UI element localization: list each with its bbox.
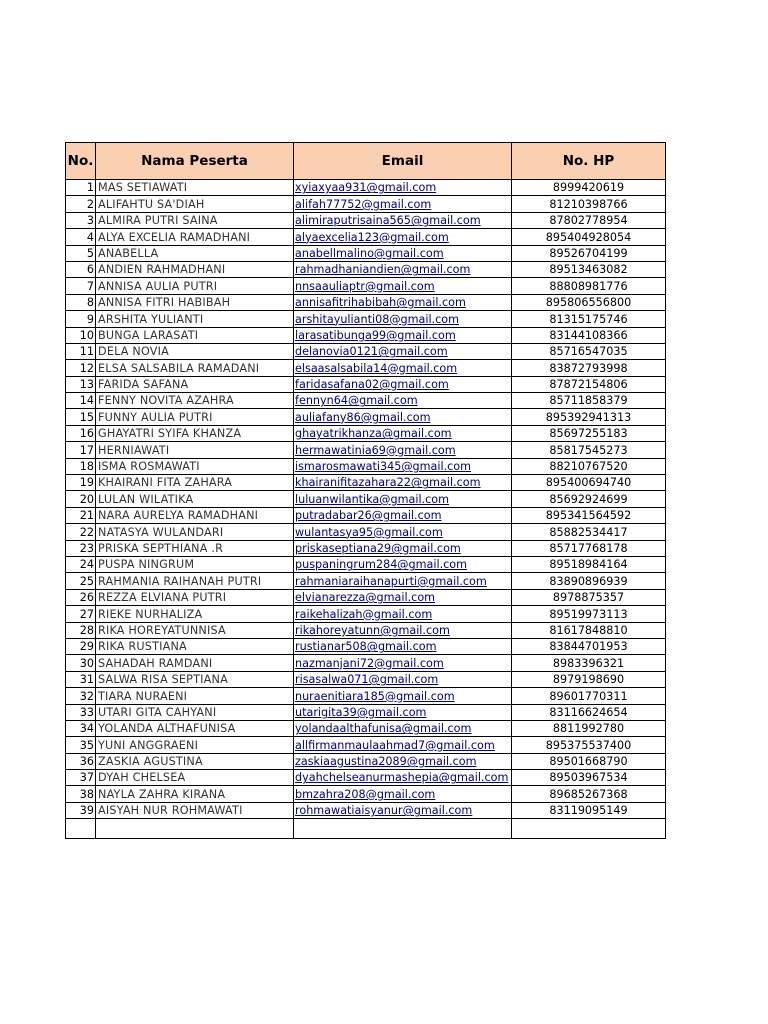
email-cell — [294, 212, 512, 228]
phone-number: 8978875357 — [512, 589, 666, 605]
email-link[interactable]: nnsaauliaptr@gmail.com — [295, 279, 435, 293]
table-row — [66, 343, 666, 359]
phone-number: 895400694740 — [512, 475, 666, 491]
email-link[interactable]: nazmanjani72@gmail.com — [295, 656, 444, 670]
header-email: Email — [294, 143, 512, 180]
phone-number: 89503967534 — [512, 770, 666, 786]
table-row — [66, 393, 666, 409]
row-number: 9 — [66, 311, 96, 327]
row-number: 20 — [66, 491, 96, 507]
participant-name: FUNNY AULIA PUTRI — [96, 409, 294, 425]
email-link[interactable]: bmzahra208@gmail.com — [295, 787, 436, 801]
row-number: 25 — [66, 573, 96, 589]
phone-number: 85717768178 — [512, 540, 666, 556]
table-row — [66, 278, 666, 294]
email-link[interactable]: faridasafana02@gmail.com — [295, 378, 449, 392]
row-number: 35 — [66, 737, 96, 753]
phone-number: 83844701953 — [512, 638, 666, 654]
table-row — [66, 491, 666, 507]
row-number: 19 — [66, 475, 96, 491]
email-link[interactable]: arshitayulianti08@gmail.com — [295, 312, 460, 326]
table-row — [66, 737, 666, 753]
empty-row — [66, 819, 666, 839]
table-row — [66, 622, 666, 638]
table-row — [66, 196, 666, 212]
phone-number: 87802778954 — [512, 212, 666, 228]
participant-name: NATASYA WULANDARI — [96, 524, 294, 540]
table-row — [66, 589, 666, 605]
email-cell — [294, 655, 512, 671]
table-row — [66, 229, 666, 245]
participant-name: UTARI GITA CAHYANI — [96, 704, 294, 720]
email-link[interactable]: auliafany86@gmail.com — [295, 410, 431, 424]
email-link[interactable]: fennyn64@gmail.com — [295, 394, 418, 408]
row-number: 21 — [66, 507, 96, 523]
participant-name: MAS SETIAWATI — [96, 180, 294, 196]
header-name: Nama Peserta — [96, 143, 294, 180]
empty-cell — [96, 819, 294, 839]
phone-number: 85817545273 — [512, 442, 666, 458]
email-link[interactable]: priskaseptiana29@gmail.com — [295, 541, 461, 555]
email-cell — [294, 327, 512, 343]
header-hp: No. HP — [512, 143, 666, 180]
participant-name: RIKA HOREYATUNNISA — [96, 622, 294, 638]
row-number: 18 — [66, 458, 96, 474]
email-link[interactable]: elsaasalsabila14@gmail.com — [295, 361, 458, 375]
email-link[interactable]: putradabar26@gmail.com — [295, 509, 442, 523]
table-row — [66, 442, 666, 458]
participant-name: ISMA ROSMAWATI — [96, 458, 294, 474]
participant-name: ZASKIA AGUSTINA — [96, 753, 294, 769]
email-cell — [294, 458, 512, 474]
phone-number: 83872793998 — [512, 360, 666, 376]
email-cell — [294, 638, 512, 654]
row-number: 1 — [66, 180, 96, 196]
participant-name: ALMIRA PUTRI SAINA — [96, 212, 294, 228]
table-row — [66, 524, 666, 540]
row-number: 7 — [66, 278, 96, 294]
email-cell — [294, 245, 512, 261]
participant-name: PRISKA SEPTHIANA .R — [96, 540, 294, 556]
email-link[interactable]: delanovia0121@gmail.com — [295, 345, 448, 359]
email-link[interactable]: luluanwilantika@gmail.com — [295, 492, 449, 506]
table-row — [66, 294, 666, 310]
phone-number: 81315175746 — [512, 311, 666, 327]
participant-name: YUNI ANGGRAENI — [96, 737, 294, 753]
email-link[interactable]: annisafitrihabibah@gmail.com — [295, 296, 466, 310]
email-link[interactable]: wulantasya95@gmail.com — [295, 525, 443, 539]
email-link[interactable]: hermawatinia69@gmail.com — [295, 443, 456, 457]
email-link[interactable]: utarigita39@gmail.com — [295, 705, 427, 719]
email-link[interactable]: rahmadhaniandien@gmail.com — [295, 263, 471, 277]
phone-number: 85697255183 — [512, 425, 666, 441]
row-number: 13 — [66, 376, 96, 392]
table-row — [66, 475, 666, 491]
participant-name: HERNIAWATI — [96, 442, 294, 458]
row-number: 32 — [66, 688, 96, 704]
row-number: 27 — [66, 606, 96, 622]
email-cell — [294, 475, 512, 491]
phone-number: 81210398766 — [512, 196, 666, 212]
email-cell — [294, 720, 512, 736]
row-number: 29 — [66, 638, 96, 654]
table-row — [66, 720, 666, 736]
email-link[interactable]: risasalwa071@gmail.com — [295, 673, 439, 687]
table-row — [66, 311, 666, 327]
table-row — [66, 540, 666, 556]
row-number: 34 — [66, 720, 96, 736]
email-link[interactable]: rohmawatiaisyanur@gmail.com — [295, 804, 473, 818]
email-cell — [294, 671, 512, 687]
email-cell — [294, 507, 512, 523]
table-row — [66, 245, 666, 261]
row-number: 11 — [66, 343, 96, 359]
email-cell — [294, 180, 512, 196]
participant-name: TIARA NURAENI — [96, 688, 294, 704]
participant-name: ALIFAHTU SA'DIAH — [96, 196, 294, 212]
phone-number: 85716547035 — [512, 343, 666, 359]
phone-number: 89685267368 — [512, 786, 666, 802]
email-cell — [294, 622, 512, 638]
phone-number: 89601770311 — [512, 688, 666, 704]
row-number: 39 — [66, 802, 96, 818]
email-cell — [294, 442, 512, 458]
table-row — [66, 573, 666, 589]
row-number: 17 — [66, 442, 96, 458]
participant-name: ALYA EXCELIA RAMADHANI — [96, 229, 294, 245]
email-link[interactable]: nuraenitiara185@gmail.com — [295, 689, 455, 703]
row-number: 30 — [66, 655, 96, 671]
table-row — [66, 671, 666, 687]
participant-name: DELA NOVIA — [96, 343, 294, 359]
phone-number: 81617848810 — [512, 622, 666, 638]
header-no: No. — [66, 143, 96, 180]
email-cell — [294, 770, 512, 786]
row-number: 36 — [66, 753, 96, 769]
table-row — [66, 770, 666, 786]
email-cell — [294, 606, 512, 622]
participant-name: NARA AURELYA RAMADHANI — [96, 507, 294, 523]
row-number: 15 — [66, 409, 96, 425]
phone-number: 895375537400 — [512, 737, 666, 753]
row-number: 8 — [66, 294, 96, 310]
email-link[interactable]: raikehalizah@gmail.com — [295, 607, 433, 621]
phone-number: 87872154806 — [512, 376, 666, 392]
email-cell — [294, 425, 512, 441]
email-cell — [294, 540, 512, 556]
email-cell — [294, 704, 512, 720]
table-row — [66, 802, 666, 818]
table-row — [66, 704, 666, 720]
table-row — [66, 360, 666, 376]
email-cell — [294, 409, 512, 425]
participant-name: SAHADAH RAMDANI — [96, 655, 294, 671]
email-link[interactable]: zaskiaagustina2089@gmail.com — [295, 755, 477, 769]
row-number: 2 — [66, 196, 96, 212]
email-link[interactable]: puspaningrum284@gmail.com — [295, 558, 468, 572]
phone-number: 83116624654 — [512, 704, 666, 720]
email-cell — [294, 294, 512, 310]
phone-number: 83119095149 — [512, 802, 666, 818]
participant-name: RIEKE NURHALIZA — [96, 606, 294, 622]
row-number: 24 — [66, 556, 96, 572]
participant-name: KHAIRANI FITA ZAHARA — [96, 475, 294, 491]
email-cell — [294, 688, 512, 704]
phone-number: 8979198690 — [512, 671, 666, 687]
participant-name: REZZA ELVIANA PUTRI — [96, 589, 294, 605]
email-cell — [294, 786, 512, 802]
participant-name: GHAYATRI SYIFA KHANZA — [96, 425, 294, 441]
table-row — [66, 753, 666, 769]
table-row — [66, 655, 666, 671]
email-link[interactable]: alyaexcelia123@gmail.com — [295, 230, 449, 244]
table-row — [66, 180, 666, 196]
participant-name: LULAN WILATIKA — [96, 491, 294, 507]
header-row — [66, 143, 666, 180]
email-cell — [294, 556, 512, 572]
phone-number: 895404928054 — [512, 229, 666, 245]
phone-number: 85711858379 — [512, 393, 666, 409]
table-row — [66, 327, 666, 343]
row-number: 16 — [66, 425, 96, 441]
phone-number: 89518984164 — [512, 556, 666, 572]
participant-name: ANDIEN RAHMADHANI — [96, 261, 294, 277]
phone-number: 89526704199 — [512, 245, 666, 261]
email-cell — [294, 802, 512, 818]
row-number: 10 — [66, 327, 96, 343]
phone-number: 83144108366 — [512, 327, 666, 343]
phone-number: 89519973113 — [512, 606, 666, 622]
table-row — [66, 606, 666, 622]
table-row — [66, 556, 666, 572]
row-number: 28 — [66, 622, 96, 638]
phone-number: 85882534417 — [512, 524, 666, 540]
email-cell — [294, 261, 512, 277]
participant-table — [65, 142, 666, 839]
table-row — [66, 212, 666, 228]
email-link[interactable]: xyiaxyaa931@gmail.com — [295, 181, 437, 195]
participant-name: PUSPA NINGRUM — [96, 556, 294, 572]
email-link[interactable]: khairanifitazahara22@gmail.com — [295, 476, 481, 490]
phone-number: 88210767520 — [512, 458, 666, 474]
email-cell — [294, 376, 512, 392]
phone-number: 8811992780 — [512, 720, 666, 736]
email-link[interactable]: larasatibunga99@gmail.com — [295, 328, 456, 342]
email-link[interactable]: yolandaalthafunisa@gmail.com — [295, 722, 472, 736]
participant-name: ANNISA AULIA PUTRI — [96, 278, 294, 294]
participant-name: FARIDA SAFANA — [96, 376, 294, 392]
email-cell — [294, 343, 512, 359]
table-row — [66, 376, 666, 392]
email-link[interactable]: rikahoreyatunn@gmail.com — [295, 623, 450, 637]
participant-name: ANNISA FITRI HABIBAH — [96, 294, 294, 310]
email-link[interactable]: dyahchelseanurmashepia@gmail.com — [295, 771, 509, 785]
row-number: 26 — [66, 589, 96, 605]
row-number: 12 — [66, 360, 96, 376]
table-row — [66, 261, 666, 277]
participant-name: FENNY NOVITA AZAHRA — [96, 393, 294, 409]
email-cell — [294, 491, 512, 507]
empty-cell — [512, 819, 666, 839]
phone-number: 895392941313 — [512, 409, 666, 425]
phone-number: 85692924699 — [512, 491, 666, 507]
email-link[interactable]: allfirmanmaulaahmad7@gmail.com — [295, 738, 495, 752]
table-row — [66, 409, 666, 425]
table-row — [66, 425, 666, 441]
email-cell — [294, 360, 512, 376]
email-cell — [294, 753, 512, 769]
participant-name: BUNGA LARASATI — [96, 327, 294, 343]
participant-name: ARSHITA YULIANTI — [96, 311, 294, 327]
phone-number: 83890896939 — [512, 573, 666, 589]
empty-cell — [66, 819, 96, 839]
email-cell — [294, 311, 512, 327]
table-row — [66, 688, 666, 704]
email-link[interactable]: ismarosmawati345@gmail.com — [295, 460, 472, 474]
row-number: 14 — [66, 393, 96, 409]
phone-number: 895806556800 — [512, 294, 666, 310]
email-link[interactable]: elvianarezza@gmail.com — [295, 591, 436, 605]
email-link[interactable]: rustianar508@gmail.com — [295, 640, 437, 654]
email-cell — [294, 229, 512, 245]
email-cell — [294, 196, 512, 212]
phone-number: 88808981776 — [512, 278, 666, 294]
row-number: 22 — [66, 524, 96, 540]
row-number: 4 — [66, 229, 96, 245]
participant-name: ANABELLA — [96, 245, 294, 261]
row-number: 5 — [66, 245, 96, 261]
participant-name: ELSA SALSABILA RAMADANI — [96, 360, 294, 376]
email-link[interactable]: anabellmalino@gmail.com — [295, 246, 444, 260]
row-number: 33 — [66, 704, 96, 720]
table-row — [66, 786, 666, 802]
email-cell — [294, 393, 512, 409]
table-row — [66, 638, 666, 654]
phone-number: 89501668790 — [512, 753, 666, 769]
email-cell — [294, 573, 512, 589]
email-cell — [294, 524, 512, 540]
email-link[interactable]: alimiraputrisaina565@gmail.com — [295, 214, 481, 228]
phone-number: 89513463082 — [512, 261, 666, 277]
table-row — [66, 507, 666, 523]
row-number: 6 — [66, 261, 96, 277]
participant-name: YOLANDA ALTHAFUNISA — [96, 720, 294, 736]
participant-name: AISYAH NUR ROHMAWATI — [96, 802, 294, 818]
row-number: 38 — [66, 786, 96, 802]
email-cell — [294, 278, 512, 294]
row-number: 23 — [66, 540, 96, 556]
participant-name: RAHMANIA RAIHANAH PUTRI — [96, 573, 294, 589]
row-number: 31 — [66, 671, 96, 687]
participant-name: RIKA RUSTIANA — [96, 638, 294, 654]
participant-name: SALWA RISA SEPTIANA — [96, 671, 294, 687]
phone-number: 8999420619 — [512, 180, 666, 196]
row-number: 37 — [66, 770, 96, 786]
empty-cell — [294, 819, 512, 839]
participant-name: NAYLA ZAHRA KIRANA — [96, 786, 294, 802]
email-cell — [294, 737, 512, 753]
email-link[interactable]: alifah77752@gmail.com — [295, 197, 432, 211]
email-link[interactable]: rahmaniaraihanapurti@gmail.com — [295, 574, 487, 588]
email-cell — [294, 589, 512, 605]
table-row — [66, 458, 666, 474]
row-number: 3 — [66, 212, 96, 228]
participant-name: DYAH CHELSEA — [96, 770, 294, 786]
email-link[interactable]: ghayatrikhanza@gmail.com — [295, 427, 452, 441]
phone-number: 895341564592 — [512, 507, 666, 523]
phone-number: 8983396321 — [512, 655, 666, 671]
